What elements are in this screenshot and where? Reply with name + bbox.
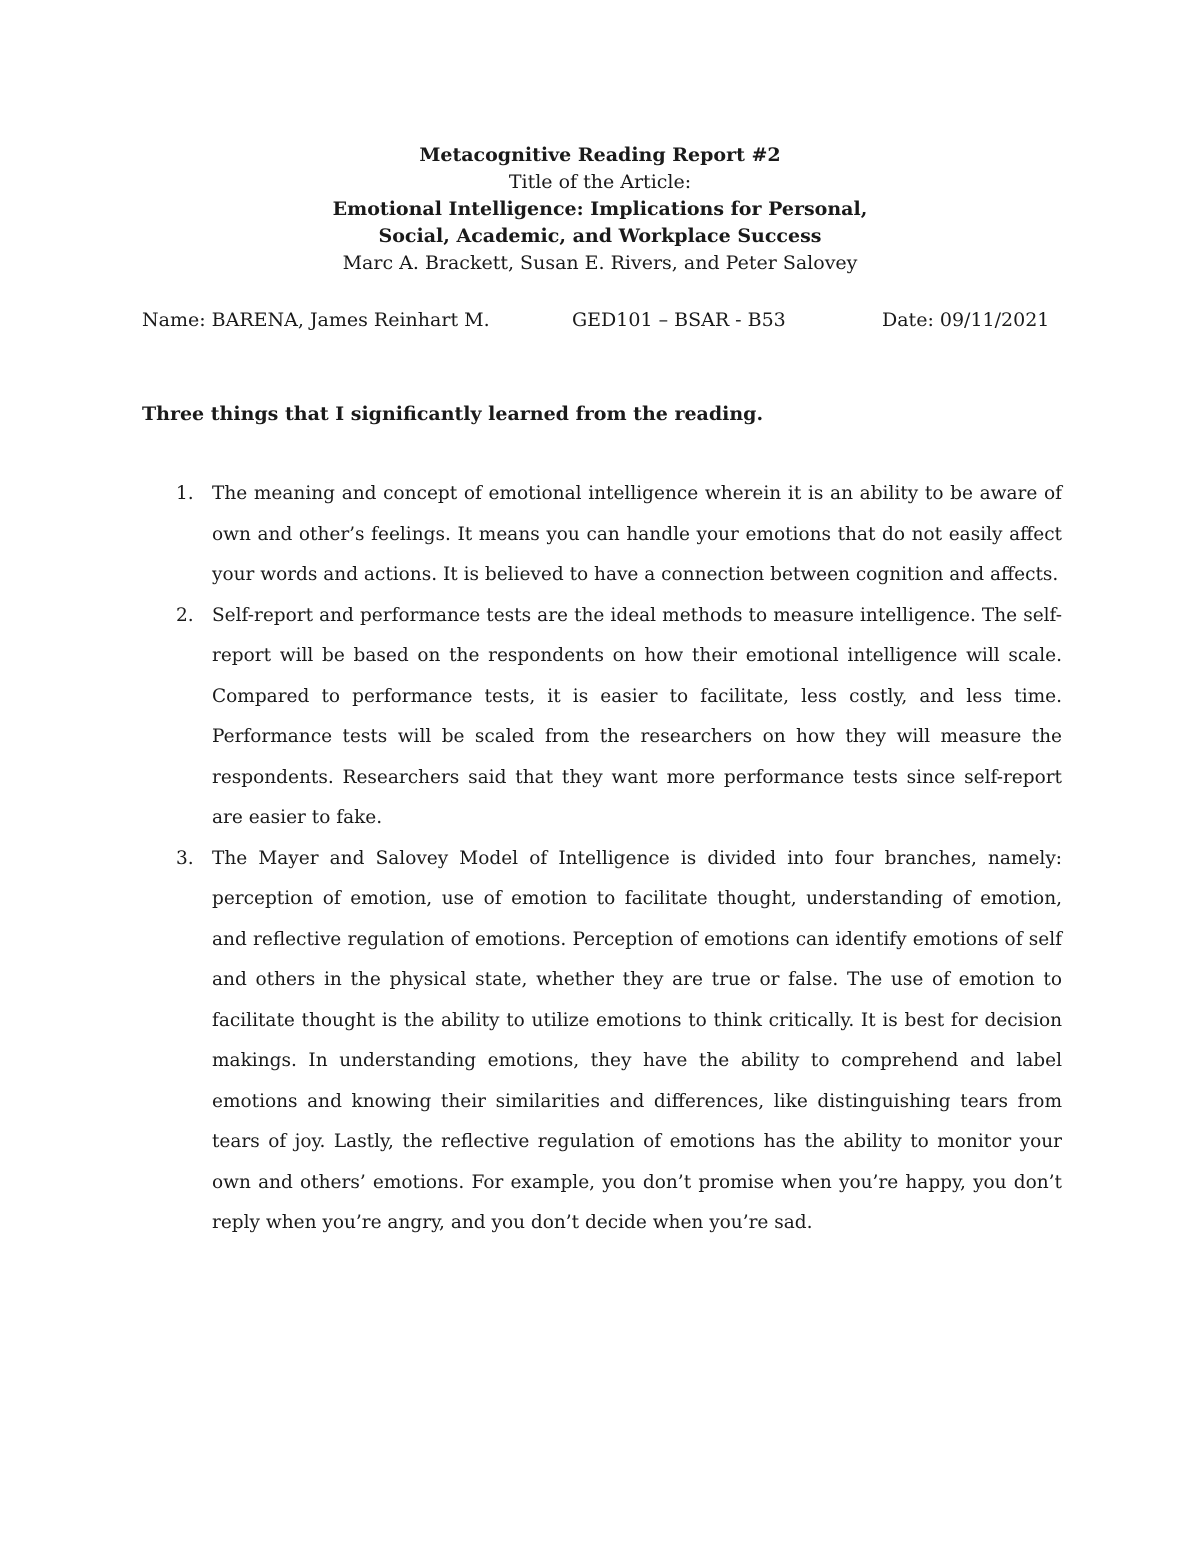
article-label: Title of the Article: xyxy=(508,171,692,193)
student-info-row xyxy=(142,306,1062,334)
list-item xyxy=(142,839,1062,1244)
list-item xyxy=(142,474,1062,596)
report-header xyxy=(0,142,1200,277)
list-item-text: Self-report and performance tests are the ideal methods to measure intelligence. The self-report will be based on the respondents on how their emotional intelligence will scale. Compared to performance tests, it is easier to facilitate, less costly, and less time. Performance tests will be scaled from the researchers on how they will measure the respondents. Researchers said that they want more performance tests since self-report are easier to fake. xyxy=(212,604,1062,828)
list-item-number: 3. xyxy=(176,847,194,869)
section-heading: Three things that I significantly learned from the reading. xyxy=(142,403,764,425)
student-name: Name: BARENA, James Reinhart M. xyxy=(142,309,490,331)
list-item-text: The Mayer and Salovey Model of Intelligence is divided into four branches, namely: perception of emotion, use of emotion to facilitate thought, understanding of emotion, and reflective regulation of emotions. Perception of emotions can identify emotions of self and others in the physical state, whether they are true or false. The use of emotion to facilitate thought is the ability to utilize emotions to think critically. It is best for decision makings. In understanding emotions, they have the ability to comprehend and label emotions and knowing their similarities and differences, like distinguishing tears from tears of joy. Lastly, the reflective regulation of emotions has the ability to monitor your own and others’ emotions. For example, you don’t promise when you’re happy, you don’t reply when you’re angry, and you don’t decide when you’re sad. xyxy=(212,847,1062,1233)
article-title-line-1: Emotional Intelligence: Implications for Personal, xyxy=(332,198,868,220)
learnings-list xyxy=(142,474,1062,1244)
list-item-number: 2. xyxy=(176,604,194,626)
course-section: GED101 – BSAR - B53 xyxy=(572,309,786,331)
report-date: Date: 09/11/2021 xyxy=(882,309,1050,331)
list-item xyxy=(142,596,1062,839)
list-item-number: 1. xyxy=(176,483,194,504)
article-authors: Marc A. Brackett, Susan E. Rivers, and Peter Salovey xyxy=(342,252,858,274)
report-title: Metacognitive Reading Report #2 xyxy=(419,144,781,166)
article-title-line-2: Social, Academic, and Workplace Success xyxy=(378,225,822,247)
list-item-text: The meaning and concept of emotional intelligence wherein it is an ability to be aware of own and other’s feelings. It means you can handle your emotions that do not easily affect your words and actions. It is believed to have a connection between cognition and affects. xyxy=(212,483,1062,585)
